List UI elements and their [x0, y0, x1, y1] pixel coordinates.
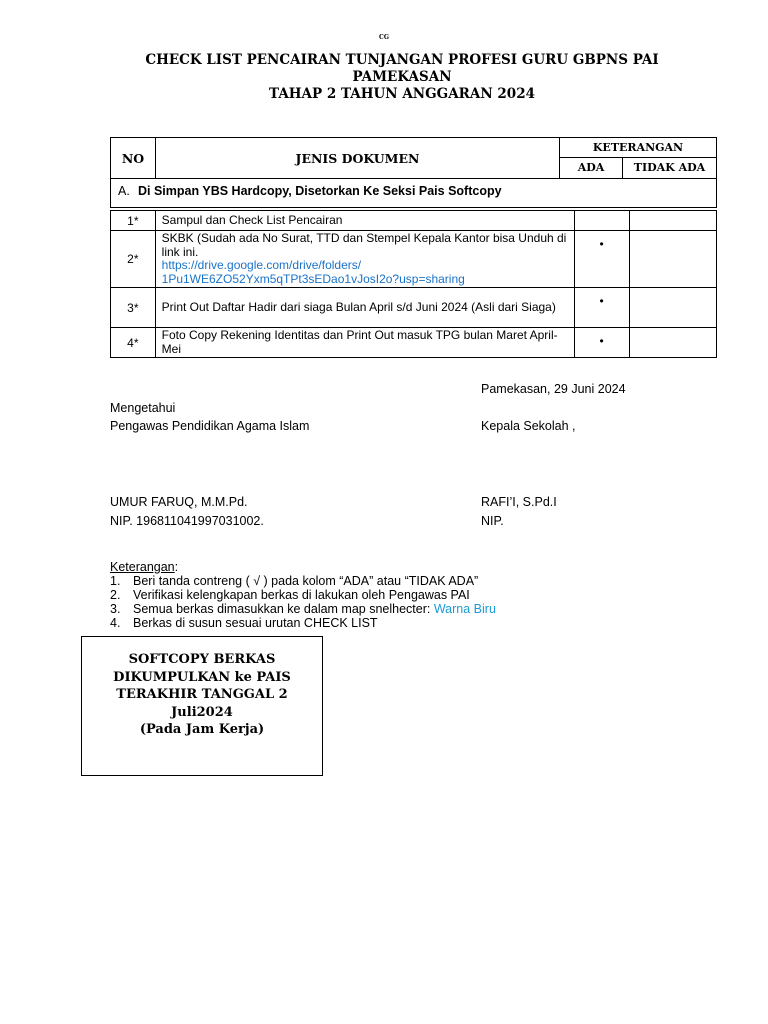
notes-block: [110, 560, 496, 630]
item-ada-cell[interactable]: [574, 231, 629, 288]
callout-line-3: TERAKHIR TANGGAL 2: [116, 687, 288, 702]
list-item: [110, 588, 496, 602]
note-text: Beri tanda contreng ( √ ) pada kolom “ADA” atau “TIDAK ADA”: [133, 574, 479, 588]
document-mark: CG: [379, 34, 389, 41]
item-ada-cell[interactable]: [574, 288, 629, 328]
list-item: [110, 616, 496, 630]
item-no: 3*: [111, 288, 156, 328]
item-tidak-ada-cell[interactable]: [629, 211, 716, 231]
item-tidak-ada-cell[interactable]: [629, 328, 716, 358]
header-ada: ADA: [560, 157, 623, 178]
pengawas-nip: NIP. 196811041997031002.: [110, 514, 264, 528]
note-number: 3.: [110, 602, 121, 616]
notes-list: [110, 574, 496, 630]
item-text: Foto Copy Rekening Identitas dan Print Out masuk TPG bulan Maret April-Mei: [155, 328, 574, 358]
note-number: 2.: [110, 588, 121, 602]
table-row: [111, 211, 717, 231]
checklist-items-table: [110, 210, 717, 358]
kepala-sekolah-name: RAFI’I, S.Pd.I: [481, 495, 557, 509]
callout-line-2: DIKUMPULKAN ke PAIS: [113, 669, 291, 685]
item-no: 4*: [111, 328, 156, 358]
table-row: [111, 328, 717, 358]
note-text: Semua berkas dimasukkan ke dalam map snelhecter:: [133, 602, 434, 616]
section-title: Di Simpan YBS Hardcopy, Disetorkan Ke Seksi Pais Softcopy: [138, 184, 502, 198]
place-date: Pamekasan, 29 Juni 2024: [481, 382, 626, 396]
item-tidak-ada-cell[interactable]: [629, 231, 716, 288]
header-tidak-ada: TIDAK ADA: [623, 157, 717, 178]
item-ada-cell[interactable]: [574, 328, 629, 358]
header-keterangan: KETERANGAN: [560, 138, 717, 158]
header-no: NO: [111, 138, 156, 179]
mengetahui-label: Mengetahui: [110, 401, 176, 415]
item-tidak-ada-cell[interactable]: [629, 288, 716, 328]
note-highlight: Warna Biru: [433, 602, 496, 616]
pengawas-name: UMUR FARUQ, M.M.Pd.: [110, 495, 248, 509]
drive-link[interactable]: [162, 259, 568, 286]
note-number: 4.: [110, 616, 121, 630]
note-text: Verifikasi kelengkapan berkas di lakukan oleh Pengawas PAI: [133, 588, 470, 602]
notes-heading: Keterangan: [110, 560, 175, 574]
header-jenis-dokumen: JENIS DOKUMEN: [156, 138, 560, 179]
check-mark: •: [599, 334, 604, 348]
list-item: [110, 574, 496, 588]
item-no: 1*: [111, 211, 156, 231]
notes-colon: :: [174, 560, 179, 574]
checklist-header-table: [110, 137, 717, 179]
drive-link-line-1: https://drive.google.com/drive/folders/: [161, 258, 362, 272]
item-no: 2*: [111, 231, 156, 288]
item-text: SKBK (Sudah ada No Surat, TTD dan Stempel Kepala Kantor bisa Unduh di link ini.: [161, 231, 567, 259]
list-item: [110, 602, 496, 616]
kepala-sekolah-label: Kepala Sekolah ,: [481, 419, 576, 433]
notes-heading-line: [110, 560, 496, 574]
check-mark: •: [599, 294, 604, 308]
section-a: [110, 178, 717, 208]
callout-line-1: SOFTCOPY BERKAS: [128, 652, 276, 667]
item-text-with-link: [155, 231, 574, 288]
table-row: [111, 231, 717, 288]
kepala-sekolah-nip: NIP.: [481, 514, 504, 528]
note-text: Berkas di susun sesuai urutan CHECK LIST: [133, 616, 378, 630]
title-line-2: PAMEKASAN: [352, 69, 452, 85]
section-letter: A.: [118, 184, 130, 198]
note-number: 1.: [110, 574, 121, 588]
callout-line-4: Juli2024: [171, 704, 233, 720]
title-line-3: TAHAP 2 TAHUN ANGGARAN 2024: [269, 86, 535, 102]
title-line-1: CHECK LIST PENCAIRAN TUNJANGAN PROFESI GURU GBPNS PAI: [145, 52, 659, 68]
document-title: [110, 52, 694, 103]
callout-line-5: (Pada Jam Kerja): [139, 722, 265, 737]
table-row: [111, 288, 717, 328]
softcopy-deadline-box: [81, 636, 323, 776]
drive-link-line-2: 1Pu1WE6ZO52Yxm5qTPt3sEDao1vJosI2o?usp=sharing: [161, 271, 465, 286]
item-text: Sampul dan Check List Pencairan: [155, 211, 574, 231]
item-text: Print Out Daftar Hadir dari siaga Bulan April s/d Juni 2024 (Asli dari Siaga): [155, 288, 574, 328]
check-mark: •: [599, 237, 604, 251]
item-ada-cell[interactable]: [574, 211, 629, 231]
pengawas-label: Pengawas Pendidikan Agama Islam: [110, 419, 310, 433]
